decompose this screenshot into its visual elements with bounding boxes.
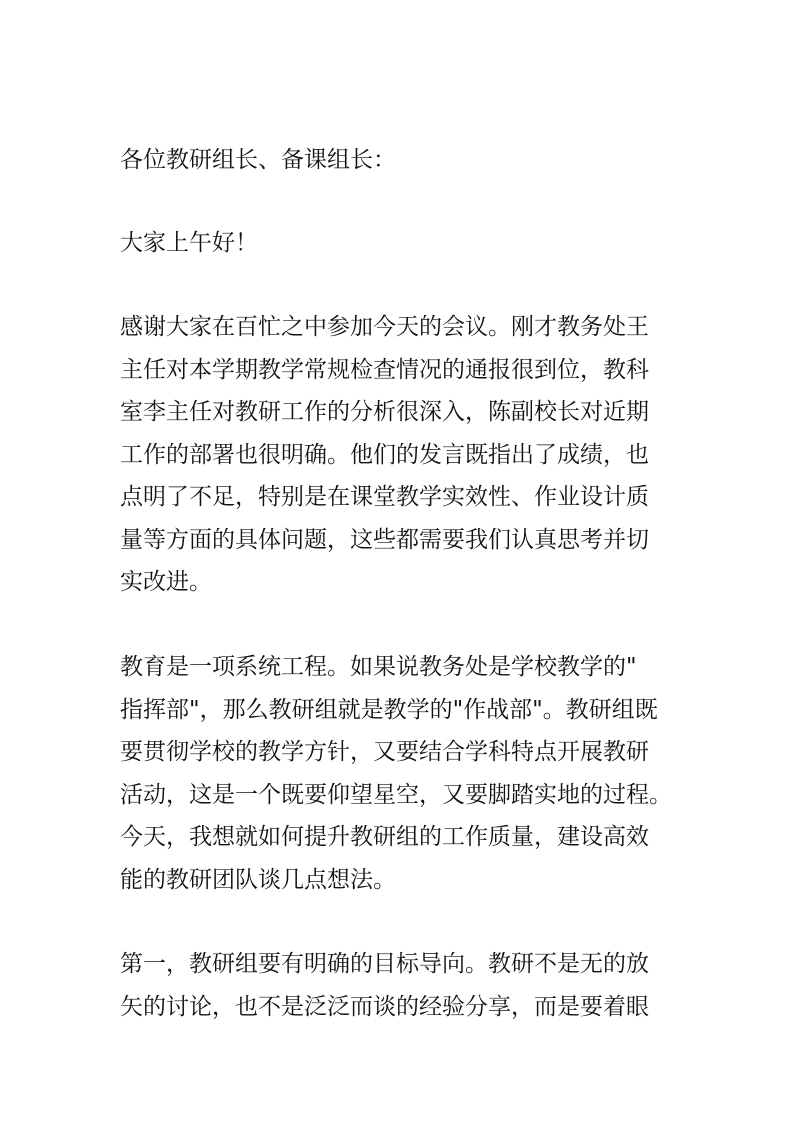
paragraph-3 — [120, 943, 680, 1028]
text-line: 要贯彻学校的教学方针，又要结合学科特点开展教研 — [120, 739, 649, 765]
text-line: 指挥部"，那么教研组就是教学的"作战部"。教研组既 — [120, 696, 658, 723]
text-line: 第一，教研组要有明确的目标导向。教研不是无的放 — [120, 951, 649, 977]
text-line: 各位教研组长、备课组长： — [120, 147, 396, 173]
text-line: 实改进。 — [120, 569, 212, 595]
greeting — [120, 222, 680, 265]
text-line: 室李主任对教研工作的分析很深入，陈副校长对近期 — [120, 399, 649, 425]
text-line: 主任对本学期教学常规检查情况的通报很到位，教科 — [120, 356, 649, 383]
text-line: 今天，我想就如何提升教研组的工作质量，建设高效 — [120, 824, 649, 850]
paragraph-2 — [120, 646, 680, 901]
text-line: 工作的部署也很明确。他们的发言既指出了成绩，也 — [120, 441, 649, 468]
text-line: 能的教研团队谈几点想法。 — [120, 866, 396, 893]
paragraph-1 — [120, 306, 680, 604]
text-line: 矢的讨论，也不是泛泛而谈的经验分享，而是要着眼 — [120, 993, 649, 1020]
text-line: 活动，这是一个既要仰望星空，又要脚踏实地的过程。 — [120, 781, 672, 808]
text-line: 教育是一项系统工程。如果说教务处是学校教学的" — [120, 654, 637, 680]
salutation — [120, 139, 680, 182]
text-line: 量等方面的具体问题，这些都需要我们认真思考并切 — [120, 526, 649, 553]
text-line: 大家上午好！ — [120, 230, 258, 256]
text-line: 点明了不足，特别是在课堂教学实效性、作业设计质 — [120, 484, 649, 510]
text-line: 感谢大家在百忙之中参加今天的会议。刚才教务处王 — [120, 314, 649, 340]
